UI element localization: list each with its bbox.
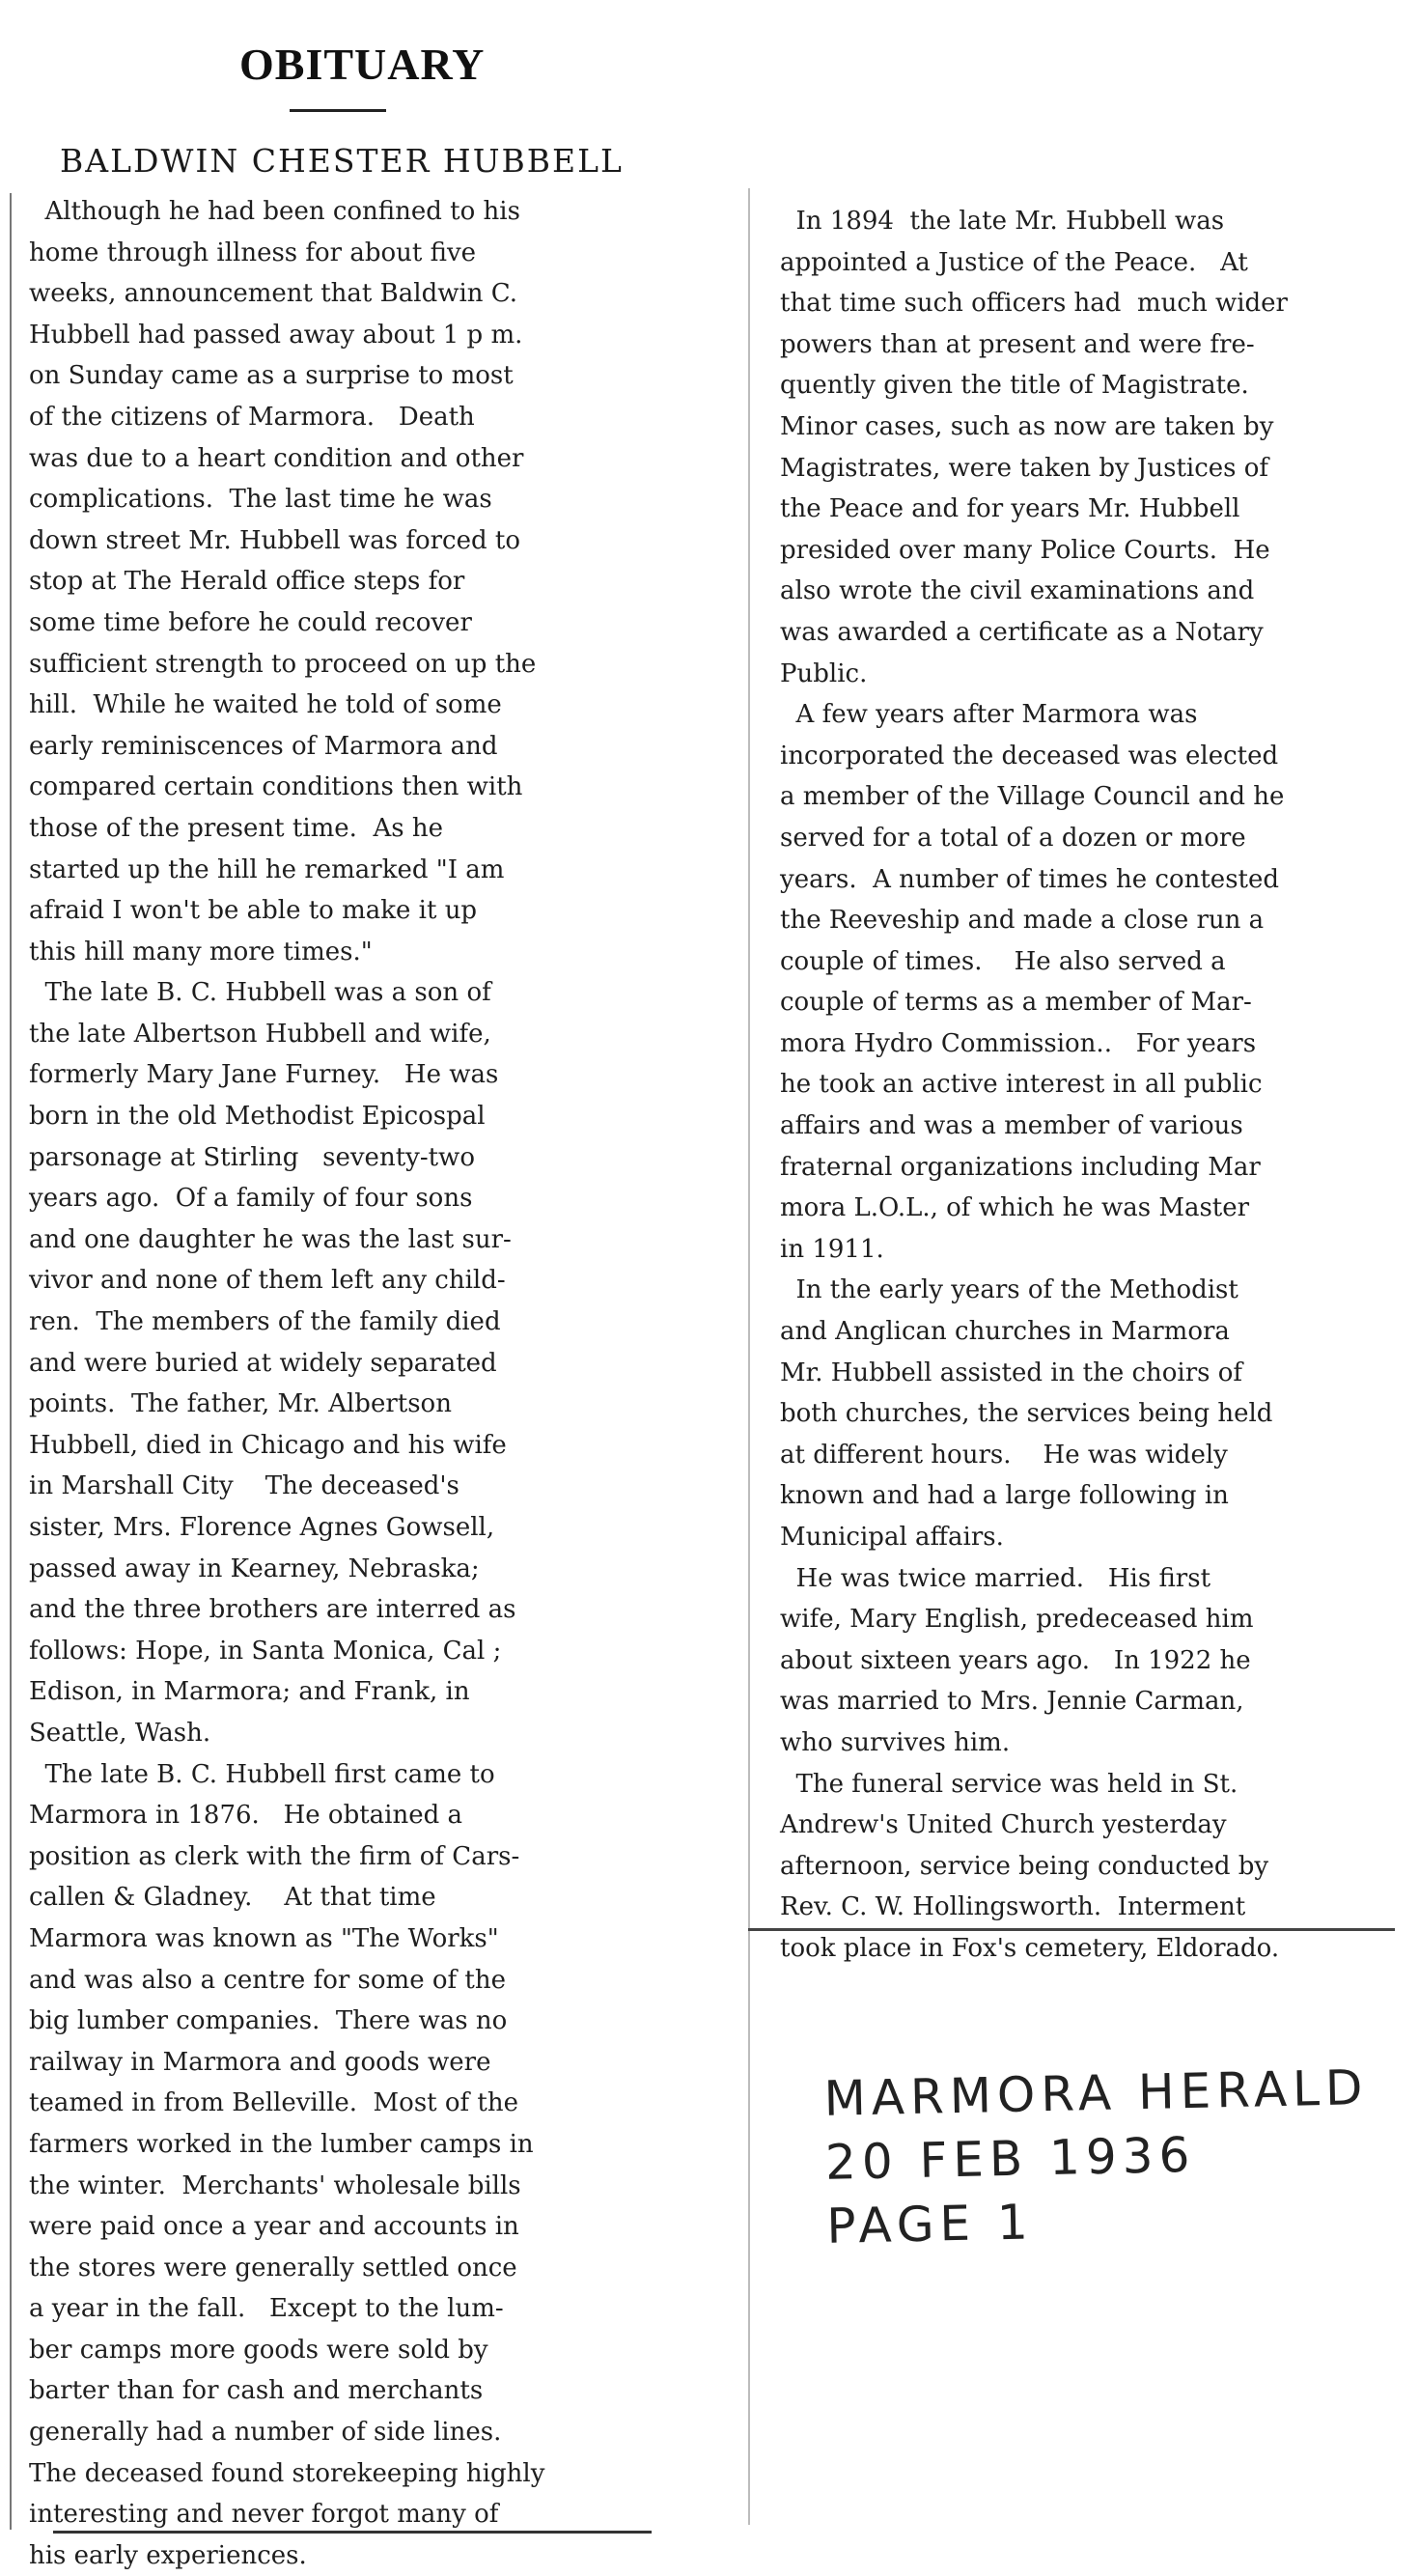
left-column: [29, 191, 647, 2576]
text-line: complications. The last time he was: [29, 485, 492, 515]
text-line: appointed a Justice of the Peace. At: [780, 247, 1248, 277]
text-line: this hill many more times.": [29, 937, 373, 966]
text-line: started up the hill he remarked "I am: [29, 854, 505, 884]
text-line: Magistrates, were taken by Justices of: [780, 453, 1269, 483]
text-line: about sixteen years ago. In 1922 he: [780, 1645, 1251, 1675]
text-line: that time such officers had much wider: [780, 289, 1288, 319]
text-line: years. A number of times he contested: [780, 864, 1280, 894]
handwritten-source-note: [823, 2056, 1372, 2258]
text-line: and the three brothers are interred as: [29, 1595, 516, 1625]
text-line: Minor cases, such as now are taken by: [780, 411, 1274, 441]
text-line: follows: Hope, in Santa Monica, Cal ;: [29, 1636, 502, 1666]
text-line: quently given the title of Magistrate.: [780, 371, 1249, 401]
text-line: Marmora in 1876. He obtained a: [29, 1801, 463, 1831]
text-line: who survives him.: [780, 1727, 1011, 1757]
text-line: Edison, in Marmora; and Frank, in: [29, 1677, 470, 1707]
clipping-left-edge: [10, 193, 12, 2530]
text-line: parsonage at Stirling seventy-two: [29, 1142, 475, 1172]
text-line: position as clerk with the firm of Cars-: [29, 1841, 520, 1871]
text-line: mora Hydro Commission.. For years: [780, 1028, 1257, 1058]
text-line: Hubbell had passed away about 1 p m.: [29, 320, 523, 350]
text-line: couple of times. He also served a: [780, 946, 1226, 976]
text-line: the Reeveship and made a close run a: [780, 906, 1265, 936]
text-line: his early experiences.: [29, 2540, 307, 2570]
text-line: powers than at present and were fre-: [780, 329, 1255, 359]
text-line: of the citizens of Marmora. Death: [29, 402, 475, 432]
text-line: mora L.O.L., of which he was Master: [780, 1193, 1250, 1223]
text-line: and was also a centre for some of the: [29, 1965, 506, 1995]
text-line: Rev. C. W. Hollingsworth. Interment: [780, 1892, 1246, 1922]
text-line: Hubbell, died in Chicago and his wife: [29, 1430, 507, 1460]
text-line: in 1911.: [780, 1234, 884, 1264]
text-line: Municipal affairs.: [780, 1523, 1004, 1552]
text-line: teamed in from Belleville. Most of the: [29, 2088, 519, 2118]
text-line: formerly Mary Jane Furney. He was: [29, 1060, 499, 1090]
text-line: He was twice married. His first: [780, 1563, 1211, 1593]
text-line: took place in Fox's cemetery, Eldorado.: [780, 1933, 1280, 1963]
text-line: Marmora was known as "The Works": [29, 1923, 499, 1953]
text-line: early reminiscences of Marmora and: [29, 731, 498, 761]
text-line: affairs and was a member of various: [780, 1111, 1243, 1141]
text-line: he took an active interest in all public: [780, 1070, 1263, 1100]
text-line: fraternal organizations including Mar: [780, 1152, 1261, 1182]
text-line: on Sunday came as a surprise to most: [29, 361, 514, 391]
right-column-end-rule: [748, 1928, 1395, 1931]
text-line: was married to Mrs. Jennie Carman,: [780, 1687, 1244, 1717]
text-line: A few years after Marmora was: [780, 700, 1198, 730]
text-line: sufficient strength to proceed on up the: [29, 649, 537, 679]
text-line: the winter. Merchants' wholesale bills: [29, 2170, 521, 2200]
heading-rule: [290, 109, 386, 112]
text-line: Mr. Hubbell assisted in the choirs of: [780, 1358, 1243, 1387]
text-line: and Anglican churches in Marmora: [780, 1317, 1230, 1347]
text-line: also wrote the civil examinations and: [780, 576, 1255, 606]
text-line: The late B. C. Hubbell first came to: [29, 1759, 495, 1789]
text-line: hill. While he waited he told of some: [29, 690, 502, 720]
text-line: barter than for cash and merchants: [29, 2376, 484, 2406]
text-line: the stores were generally settled once: [29, 2253, 517, 2282]
text-line: In the early years of the Methodist: [780, 1275, 1238, 1305]
text-line: The deceased found storekeeping highly: [29, 2458, 545, 2488]
column-divider: [748, 188, 750, 2525]
text-line: known and had a large following in: [780, 1481, 1229, 1511]
text-line: the Peace and for years Mr. Hubbell: [780, 494, 1240, 524]
text-line: afternoon, service being conducted by: [780, 1851, 1269, 1881]
text-line: and one daughter he was the last sur-: [29, 1224, 512, 1254]
text-line: and were buried at widely separated: [29, 1348, 497, 1378]
text-line: those of the present time. As he: [29, 813, 443, 843]
text-line: Andrew's United Church yesterday: [780, 1810, 1227, 1840]
text-line: Public.: [780, 658, 868, 688]
text-line: Seattle, Wash.: [29, 1718, 211, 1748]
text-line: afraid I won't be able to make it up: [29, 896, 478, 926]
text-line: In 1894 the late Mr. Hubbell was: [780, 207, 1225, 236]
deceased-name: BALDWIN CHESTER HUBBELL: [60, 142, 624, 180]
text-line: Although he had been confined to his: [29, 197, 520, 226]
text-line: born in the old Methodist Epicospal: [29, 1102, 486, 1132]
text-line: couple of terms as a member of Mar-: [780, 988, 1252, 1018]
text-line: down street Mr. Hubbell was forced to: [29, 525, 521, 555]
text-line: The late B. C. Hubbell was a son of: [29, 978, 491, 1008]
text-line: railway in Marmora and goods were: [29, 2047, 491, 2077]
text-line: presided over many Police Courts. He: [780, 535, 1270, 565]
text-line: passed away in Kearney, Nebraska;: [29, 1554, 480, 1583]
handwritten-line: PAGE 1: [825, 2194, 1035, 2254]
text-line: The funeral service was held in St.: [780, 1769, 1238, 1799]
text-line: points. The father, Mr. Albertson: [29, 1389, 452, 1419]
handwritten-line: 20 FEB 1936: [824, 2126, 1196, 2191]
obituary-heading: OBITUARY: [239, 40, 486, 89]
text-line: sister, Mrs. Florence Agnes Gowsell,: [29, 1513, 495, 1542]
text-line: stop at The Herald office steps for: [29, 567, 465, 597]
text-line: callen & Gladney. At that time: [29, 1883, 436, 1913]
text-line: generally had a number of side lines.: [29, 2418, 502, 2448]
text-line: vivor and none of them left any child-: [29, 1266, 506, 1296]
text-line: some time before he could recover: [29, 607, 472, 637]
text-line: both churches, the services being held: [780, 1399, 1273, 1429]
text-line: farmers worked in the lumber camps in: [29, 2129, 534, 2159]
text-line: incorporated the deceased was elected: [780, 741, 1279, 770]
handwritten-line: MARMORA HERALD: [823, 2059, 1370, 2127]
text-line: the late Albertson Hubbell and wife,: [29, 1019, 491, 1049]
text-line: years ago. Of a family of four sons: [29, 1184, 473, 1214]
text-line: ber camps more goods were sold by: [29, 2335, 488, 2365]
text-line: a year in the fall. Except to the lum-: [29, 2294, 504, 2324]
text-line: was awarded a certificate as a Notary: [780, 617, 1264, 647]
text-line: in Marshall City The deceased's: [29, 1471, 459, 1501]
text-line: at different hours. He was widely: [780, 1440, 1228, 1470]
left-column-end-rule: [53, 2531, 652, 2534]
right-column: [780, 201, 1409, 1970]
text-line: served for a total of a dozen or more: [780, 823, 1246, 853]
text-line: ren. The members of the family died: [29, 1307, 501, 1337]
text-line: was due to a heart condition and other: [29, 443, 524, 473]
text-line: big lumber companies. There was no: [29, 2006, 508, 2036]
text-line: a member of the Village Council and he: [780, 782, 1285, 812]
text-line: wife, Mary English, predeceased him: [780, 1605, 1254, 1635]
text-line: were paid once a year and accounts in: [29, 2212, 519, 2242]
text-line: compared certain conditions then with: [29, 772, 523, 802]
text-line: weeks, announcement that Baldwin C.: [29, 279, 518, 309]
text-line: interesting and never forgot many of: [29, 2500, 499, 2530]
text-line: home through illness for about five: [29, 238, 477, 267]
